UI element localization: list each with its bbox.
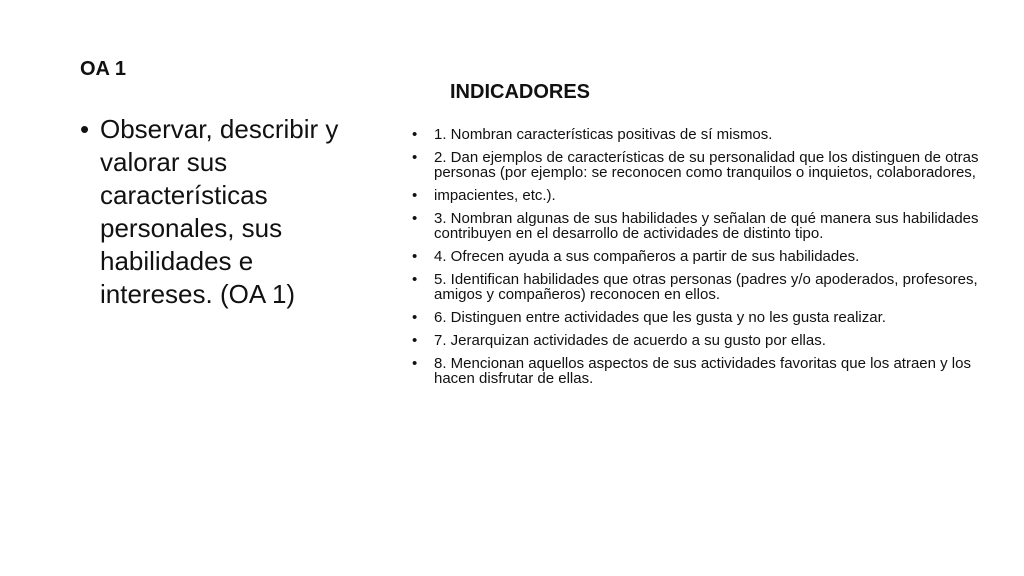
indicator-text: 4. Ofrecen ayuda a sus compañeros a partir de sus habilidades. <box>434 248 860 265</box>
indicator-text: 5. Identifican habilidades que otras personas (padres y/o apoderados, profesores, amigos y compañeros) reconocen en ellos. <box>434 271 978 303</box>
list-item <box>412 333 982 348</box>
bullet-icon: • <box>412 210 418 227</box>
bullet-icon: • <box>412 355 418 372</box>
objective-text: Observar, describir y valorar sus características personales, sus habilidades e intereses. (OA 1) <box>100 114 339 309</box>
indicator-text: impacientes, etc.). <box>434 187 556 204</box>
bullet-icon: • <box>412 309 418 326</box>
indicator-text: 3. Nombran algunas de sus habilidades y señalan de qué manera sus habilidades contribuyen en el desarrollo de actividades de distinto tipo. <box>434 210 979 242</box>
indicators-list <box>412 127 982 394</box>
indicator-text: 1. Nombran características positivas de sí mismos. <box>434 126 773 143</box>
list-item <box>412 127 982 142</box>
bullet-icon: • <box>412 187 418 204</box>
bullet-icon: • <box>412 149 418 166</box>
list-item <box>412 310 982 325</box>
indicator-text: 7. Jerarquizan actividades de acuerdo a su gusto por ellas. <box>434 332 826 349</box>
bullet-icon: • <box>412 126 418 143</box>
indicator-text: 2. Dan ejemplos de características de su personalidad que los distinguen de otras personas (por ejemplo: se reconocen como tranquilos o inquietos, colaboradores, <box>434 149 979 181</box>
list-item <box>412 249 982 264</box>
indicator-text: 6. Distinguen entre actividades que les gusta y no les gusta realizar. <box>434 309 886 326</box>
indicator-text: 8. Mencionan aquellos aspectos de sus actividades favoritas que los atraen y los hacen disfrutar de ellas. <box>434 355 971 387</box>
list-item <box>412 211 982 241</box>
bullet-icon: • <box>412 271 418 288</box>
list-item <box>412 150 982 180</box>
bullet-icon: • <box>412 248 418 265</box>
indicators-title: INDICADORES <box>450 81 591 103</box>
objective-title: OA 1 <box>80 58 126 80</box>
bullet-icon: • <box>412 332 418 349</box>
list-item <box>412 356 982 386</box>
objective-bullet <box>80 113 342 311</box>
list-item <box>412 272 982 302</box>
list-item <box>412 188 982 203</box>
bullet-icon: • <box>80 114 90 144</box>
